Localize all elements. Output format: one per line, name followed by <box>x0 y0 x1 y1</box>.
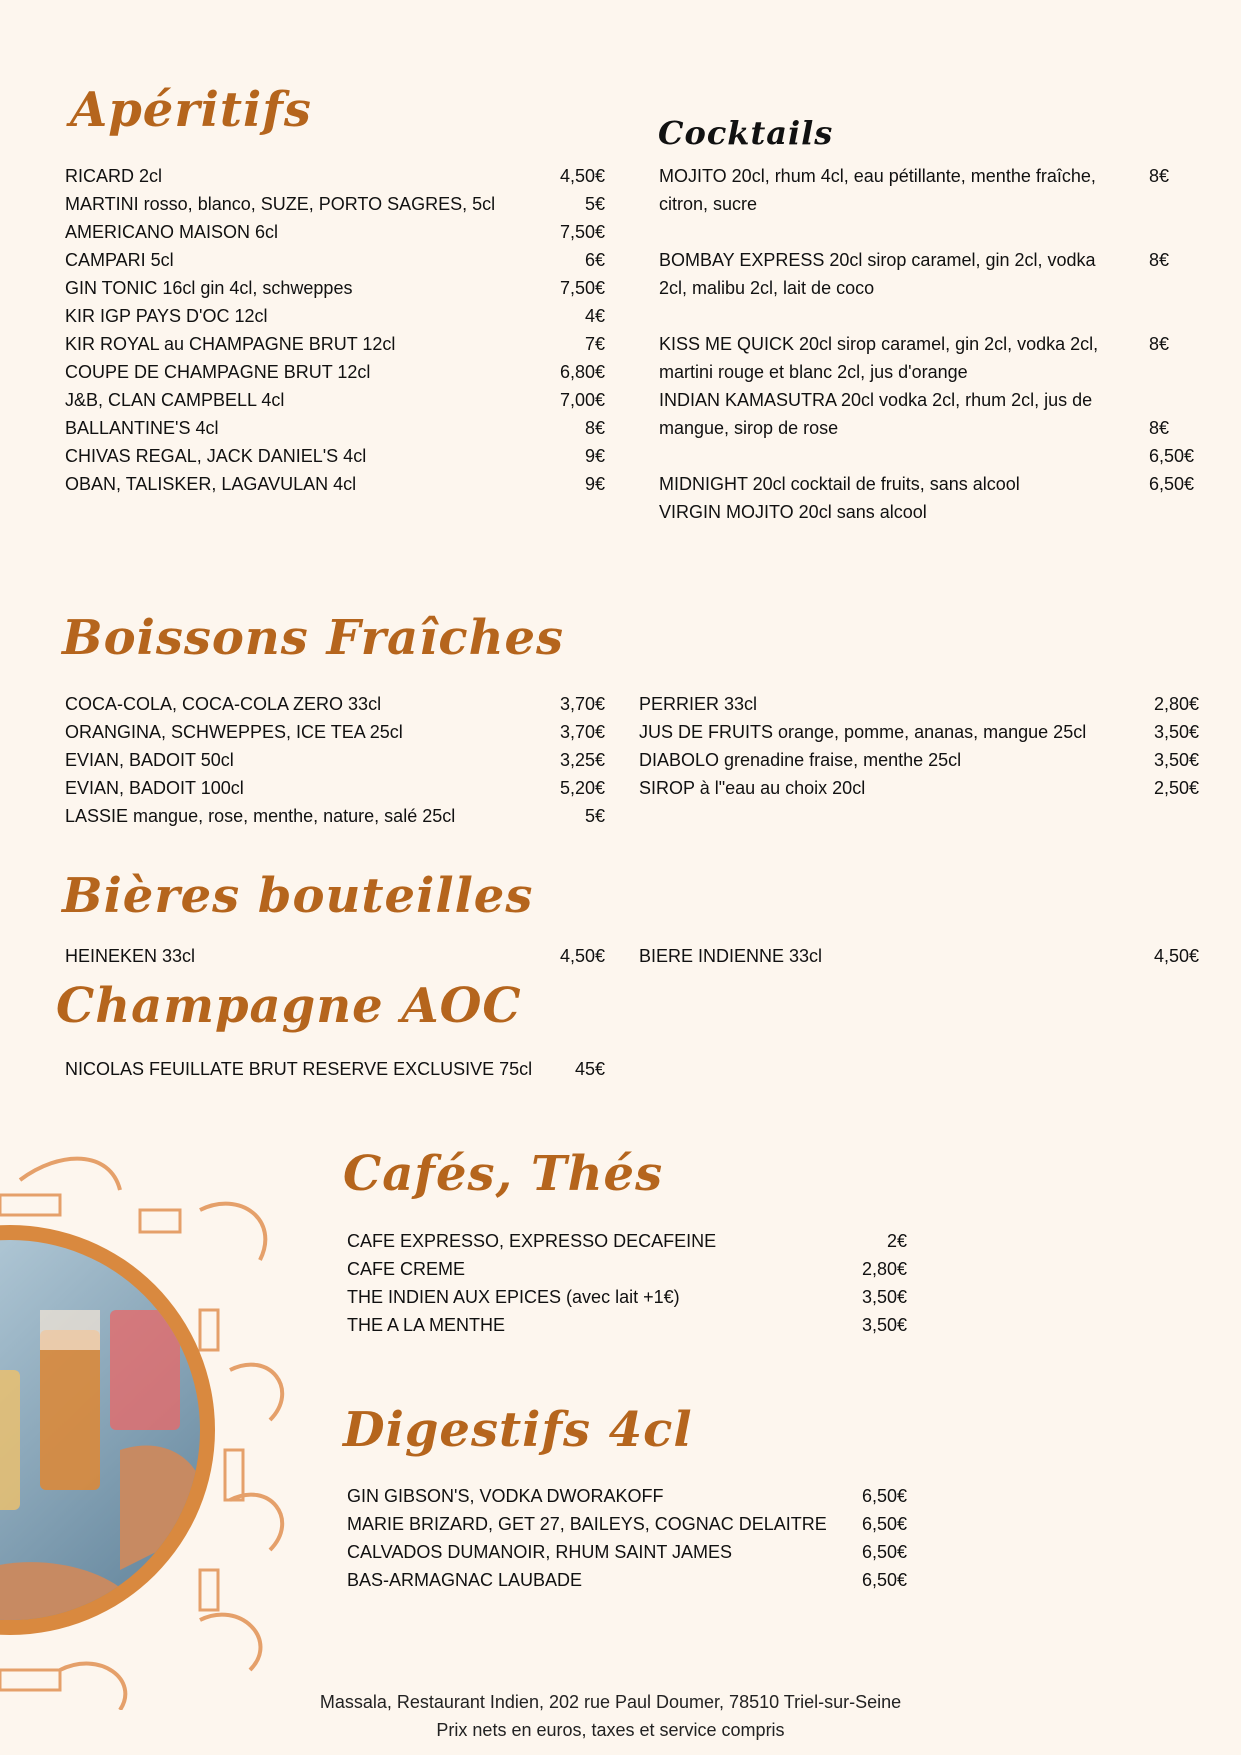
item-name <box>659 442 1125 470</box>
list-item <box>347 1566 907 1594</box>
item-price: 6,80€ <box>559 362 605 382</box>
item-name: PERRIER 33cl <box>639 694 758 714</box>
list-item <box>65 218 605 246</box>
item-name: THE INDIEN AUX EPICES (avec lait +1€) <box>347 1287 680 1307</box>
list-item <box>65 330 605 358</box>
item-name: MOJITO 20cl, rhum 4cl, eau pétillante, menthe fraîche, citron, sucre <box>659 166 1096 214</box>
item-name: AMERICANO MAISON 6cl <box>65 222 279 242</box>
cocktails-list <box>659 162 1199 526</box>
list-item <box>65 470 605 498</box>
boissons-right-list <box>639 690 1199 802</box>
item-name: CAMPARI 5cl <box>65 250 174 270</box>
item-name: GIN TONIC 16cl gin 4cl, schweppes <box>65 278 353 298</box>
item-price: 9€ <box>584 474 605 494</box>
item-price: 6,50€ <box>1149 474 1195 494</box>
list-item <box>65 746 605 774</box>
item-price: 4,50€ <box>559 946 605 966</box>
list-item <box>65 246 605 274</box>
item-name: COCA-COLA, COCA-COLA ZERO 33cl <box>65 694 382 714</box>
item-price: 3,50€ <box>1153 750 1199 770</box>
footer-note: Prix nets en euros, taxes et service compris <box>436 1720 785 1740</box>
item-price: 5,20€ <box>559 778 605 798</box>
item-price: 8€ <box>1149 250 1170 270</box>
bieres-right-list <box>639 942 1199 970</box>
item-name: INDIAN KAMASUTRA 20cl vodka 2cl, rhum 2cl, jus de mangue, sirop de rose <box>659 390 1093 438</box>
list-item <box>347 1227 907 1255</box>
item-price: 3,50€ <box>861 1287 907 1307</box>
item-name: THE A LA MENTHE <box>347 1315 506 1335</box>
item-name <box>659 358 1125 386</box>
item-price: 5€ <box>584 194 605 214</box>
list-item <box>65 718 605 746</box>
item-price: 4,50€ <box>559 166 605 186</box>
item-name: BOMBAY EXPRESS 20cl sirop caramel, gin 2cl, vodka 2cl, malibu 2cl, lait de coco <box>659 250 1096 298</box>
item-name: MIDNIGHT 20cl cocktail de fruits, sans alcool <box>659 474 1020 494</box>
list-item <box>659 470 1199 498</box>
item-name: RICARD 2cl <box>65 166 163 186</box>
list-item <box>347 1482 907 1510</box>
list-item <box>347 1283 907 1311</box>
list-item <box>347 1538 907 1566</box>
list-item <box>65 690 605 718</box>
digestifs-title: Digestifs 4cl <box>343 1402 693 1458</box>
item-price: 6€ <box>584 250 605 270</box>
list-item <box>65 302 605 330</box>
list-item <box>65 442 605 470</box>
digestifs-list <box>347 1482 907 1594</box>
item-name: BAS-ARMAGNAC LAUBADE <box>347 1570 583 1590</box>
aperitifs-list <box>65 162 605 498</box>
item-name: EVIAN, BADOIT 50cl <box>65 750 234 770</box>
list-item <box>65 190 605 218</box>
item-price: 4€ <box>584 306 605 326</box>
list-item <box>639 774 1199 802</box>
item-price: 6,50€ <box>861 1542 907 1562</box>
item-price: 7,50€ <box>559 222 605 242</box>
item-price: 4,50€ <box>1153 946 1199 966</box>
list-item <box>639 690 1199 718</box>
item-price: 7,50€ <box>559 278 605 298</box>
item-price <box>1125 498 1199 526</box>
item-price: 2,80€ <box>1153 694 1199 714</box>
boissons-left-list <box>65 690 605 830</box>
item-price: 6,50€ <box>861 1514 907 1534</box>
item-name: COUPE DE CHAMPAGNE BRUT 12cl <box>65 362 371 382</box>
cocktail-glasses-image <box>0 1150 300 1710</box>
item-name: CAFE EXPRESSO, EXPRESSO DECAFEINE <box>347 1231 717 1251</box>
item-price: 3,50€ <box>861 1315 907 1335</box>
item-name: CAFE CREME <box>347 1259 466 1279</box>
item-name: JUS DE FRUITS orange, pomme, ananas, mangue 25cl <box>639 722 1087 742</box>
item-price: 6,50€ <box>861 1570 907 1590</box>
list-item <box>65 1055 605 1083</box>
item-name: NICOLAS FEUILLATE BRUT RESERVE EXCLUSIVE 75cl <box>65 1059 533 1079</box>
item-price: 3,25€ <box>559 750 605 770</box>
list-item <box>659 442 1199 470</box>
item-name: KIR ROYAL au CHAMPAGNE BRUT 12cl <box>65 334 396 354</box>
boissons-title: Boissons Fraîches <box>62 610 565 666</box>
item-price: 3,70€ <box>559 722 605 742</box>
list-item <box>65 774 605 802</box>
list-item <box>659 498 1199 526</box>
list-item <box>639 718 1199 746</box>
cafes-title: Cafés, Thés <box>343 1146 664 1202</box>
item-name: BIERE INDIENNE 33cl <box>639 946 823 966</box>
list-item <box>659 162 1199 218</box>
item-price: 8€ <box>1149 334 1170 354</box>
list-item <box>347 1255 907 1283</box>
item-name: SIROP à l"eau au choix 20cl <box>639 778 866 798</box>
item-name: EVIAN, BADOIT 100cl <box>65 778 244 798</box>
item-name: KIR IGP PAYS D'OC 12cl <box>65 306 268 326</box>
item-name: DIABOLO grenadine fraise, menthe 25cl <box>639 750 962 770</box>
cafes-list <box>347 1227 907 1339</box>
list-item <box>639 746 1199 774</box>
bieres-title: Bières bouteilles <box>62 868 534 924</box>
item-price: 7€ <box>584 334 605 354</box>
list-item <box>347 1510 907 1538</box>
item-price: 8€ <box>584 418 605 438</box>
item-price: 6,50€ <box>861 1486 907 1506</box>
item-price: 5€ <box>584 806 605 826</box>
list-item <box>65 802 605 830</box>
item-name: GIN GIBSON'S, VODKA DWORAKOFF <box>347 1486 664 1506</box>
bieres-left-list <box>65 942 605 970</box>
item-name: MARTINI rosso, blanco, SUZE, PORTO SAGRES, 5cl <box>65 194 496 214</box>
footer-address: Massala, Restaurant Indien, 202 rue Paul Doumer, 78510 Triel-sur-Seine <box>319 1692 902 1712</box>
item-name: ORANGINA, SCHWEPPES, ICE TEA 25cl <box>65 722 403 742</box>
aperitifs-title: Apéritifs <box>70 82 312 138</box>
item-price: 45€ <box>574 1059 605 1079</box>
item-name: BALLANTINE'S 4cl <box>65 418 219 438</box>
item-price: 9€ <box>584 446 605 466</box>
cocktails-title: Cocktails <box>658 114 834 152</box>
item-name: LASSIE mangue, rose, menthe, nature, salé 25cl <box>65 806 456 826</box>
champagne-list <box>65 1055 605 1083</box>
list-item <box>65 414 605 442</box>
item-price: 8€ <box>1149 166 1170 186</box>
list-item <box>65 162 605 190</box>
list-item <box>65 274 605 302</box>
list-item <box>659 246 1199 302</box>
list-item <box>659 386 1199 442</box>
item-name: KISS ME QUICK 20cl sirop caramel, gin 2cl, vodka 2cl, martini rouge et blanc 2cl, jus d'orange <box>659 334 1099 382</box>
item-name: CALVADOS DUMANOIR, RHUM SAINT JAMES <box>347 1542 733 1562</box>
item-price: 8€ <box>1149 418 1170 438</box>
item-name: OBAN, TALISKER, LAGAVULAN 4cl <box>65 474 357 494</box>
item-price: 2€ <box>886 1231 907 1251</box>
item-price: 6,50€ <box>1149 446 1195 466</box>
item-price: 2,80€ <box>861 1259 907 1279</box>
list-item <box>65 942 605 970</box>
item-name: HEINEKEN 33cl <box>65 946 196 966</box>
list-item <box>65 386 605 414</box>
item-name: CHIVAS REGAL, JACK DANIEL'S 4cl <box>65 446 367 466</box>
champagne-title: Champagne AOC <box>56 978 522 1034</box>
item-price: 3,50€ <box>1153 722 1199 742</box>
item-price: 2,50€ <box>1153 778 1199 798</box>
list-item <box>639 942 1199 970</box>
item-name: J&B, CLAN CAMPBELL 4cl <box>65 390 285 410</box>
item-name: VIRGIN MOJITO 20cl sans alcool <box>659 502 927 522</box>
item-price: 3,70€ <box>559 694 605 714</box>
list-item <box>347 1311 907 1339</box>
item-name: MARIE BRIZARD, GET 27, BAILEYS, COGNAC DELAITRE <box>347 1514 827 1534</box>
list-item <box>65 358 605 386</box>
item-price: 7,00€ <box>559 390 605 410</box>
